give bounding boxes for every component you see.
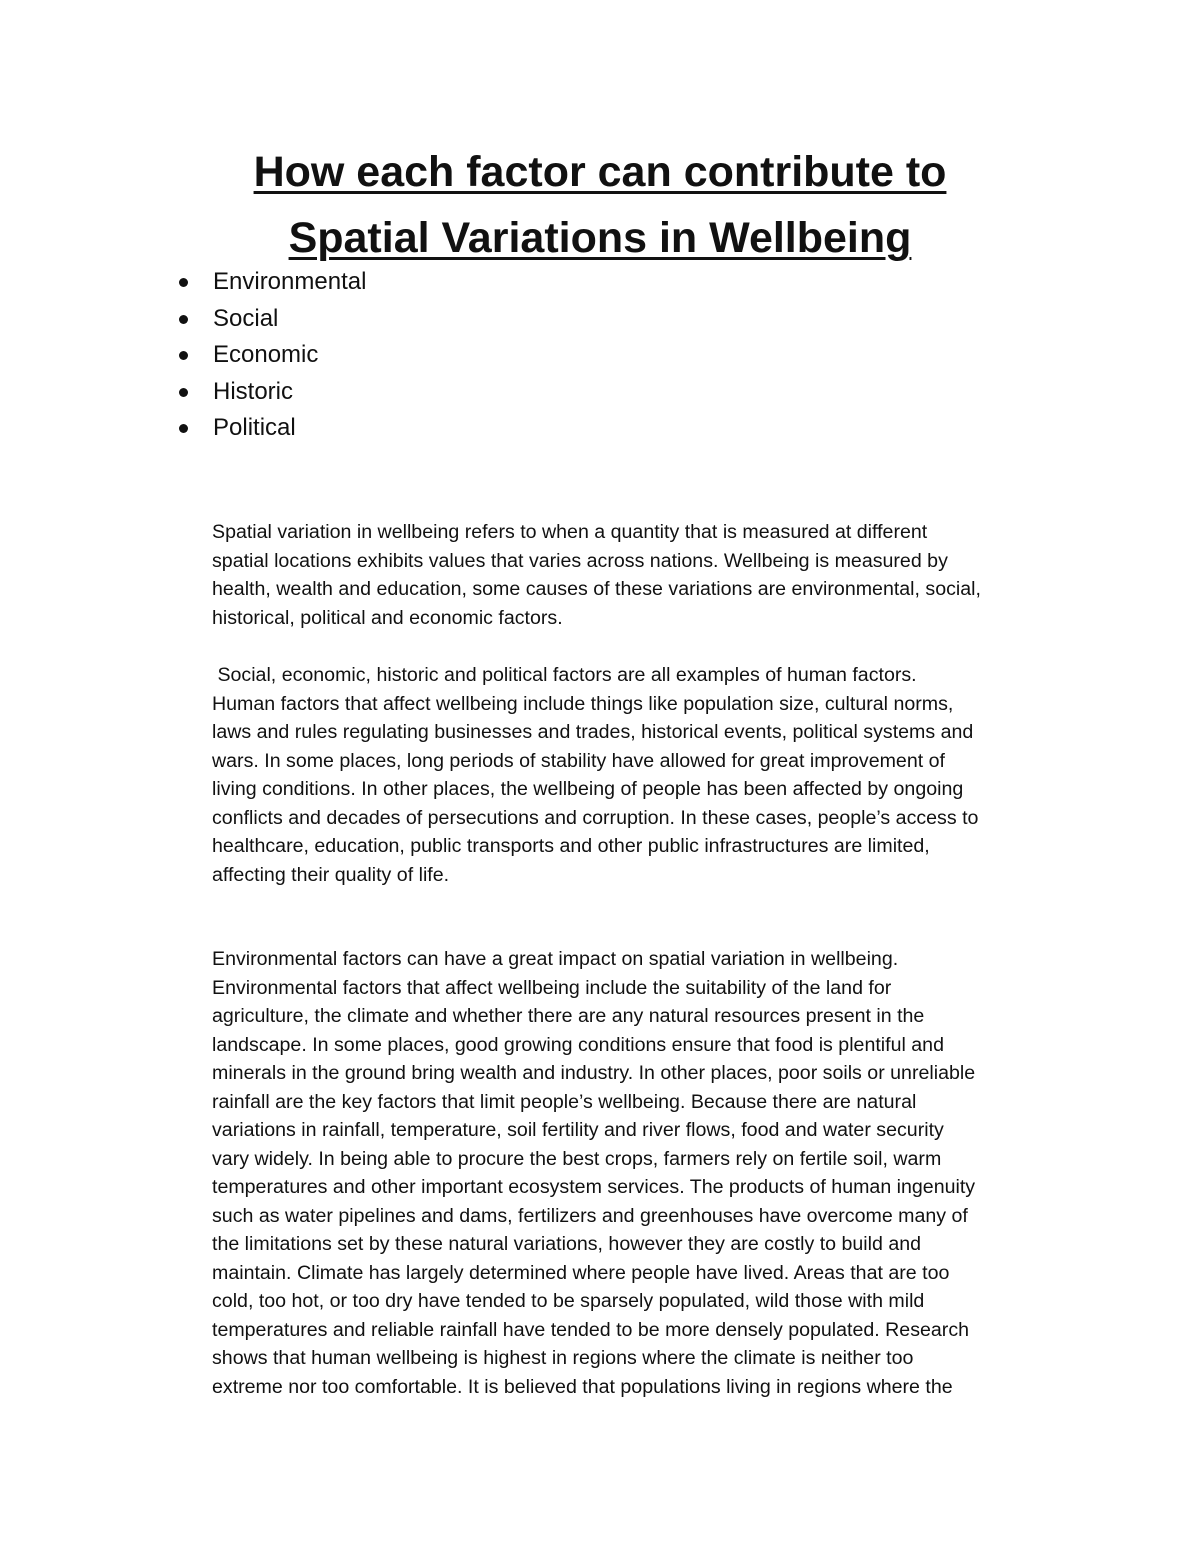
list-item	[176, 374, 366, 411]
text-line: Environmental factors can have a great impact on spatial variation in wellbeing.	[212, 948, 899, 970]
list-item	[176, 410, 366, 447]
text-line: extreme nor too comfortable. It is believed that populations living in regions where the	[212, 1375, 953, 1398]
text-line: healthcare, education, public transports and other public infrastructures are limited,	[212, 835, 930, 857]
bullet-icon	[179, 388, 188, 397]
factor-label: Environmental	[213, 268, 367, 295]
title-line-2: Spatial Variations in Wellbeing	[288, 214, 912, 262]
text-line: Environmental factors that affect wellbeing include the suitability of the land for	[212, 976, 892, 999]
text-line: shows that human wellbeing is highest in regions where the climate is neither too	[212, 1347, 914, 1369]
title-line-1: How each factor can contribute to	[253, 148, 947, 196]
text-line: minerals in the ground bring wealth and industry. In other places, poor soils or unreliable	[212, 1062, 976, 1084]
text-line: Social, economic, historic and political factors are all examples of human factors.	[212, 664, 917, 686]
bullet-icon	[179, 278, 188, 287]
paragraph-definition	[212, 518, 1072, 632]
text-line: maintain. Climate has largely determined where people have lived. Areas that are too	[212, 1261, 950, 1284]
list-item	[176, 264, 366, 301]
bullet-icon	[179, 424, 188, 433]
list-item	[176, 301, 366, 338]
text-line: variations in rainfall, temperature, soil fertility and river flows, food and water security	[212, 1119, 944, 1141]
text-line: rainfall are the key factors that limit people’s wellbeing. Because there are natural	[212, 1090, 917, 1113]
text-line: living conditions. In other places, the wellbeing of people has been affected by ongoing	[212, 778, 964, 800]
factor-label: Historic	[213, 377, 294, 405]
text-line: Spatial variation in wellbeing refers to when a quantity that is measured at different	[212, 521, 928, 543]
paragraph-human-factors	[212, 661, 1072, 889]
text-line: laws and rules regulating businesses and trades, historical events, political systems and	[212, 721, 974, 743]
factor-label: Political	[213, 414, 296, 441]
text-line: spatial locations exhibits values that varies across nations. Wellbeing is measured by	[212, 549, 948, 572]
factor-list	[176, 264, 366, 447]
paragraph-environmental-factors	[212, 945, 1072, 1401]
text-line: such as water pipelines and dams, fertilizers and greenhouses have overcome many of	[212, 1204, 968, 1227]
text-line: wars. In some places, long periods of stability have allowed for great improvement of	[212, 749, 945, 772]
text-line: the limitations set by these natural variations, however they are costly to build and	[212, 1233, 922, 1255]
bullet-icon	[179, 351, 188, 360]
list-item	[176, 337, 366, 374]
text-line: temperatures and other important ecosystem services. The products of human ingenuity	[212, 1176, 976, 1198]
text-line: conflicts and decades of persecutions and corruption. In these cases, people’s access to	[212, 806, 979, 829]
text-line: temperatures and reliable rainfall have tended to be more densely populated. Research	[212, 1318, 970, 1341]
text-line: cold, too hot, or too dry have tended to be sparsely populated, wild those with mild	[212, 1290, 925, 1312]
text-line: vary widely. In being able to procure the best crops, farmers rely on fertile soil, warm	[212, 1147, 942, 1170]
text-line: landscape. In some places, good growing conditions ensure that food is plentiful and	[212, 1033, 944, 1056]
factor-label: Social	[213, 304, 279, 332]
text-line: agriculture, the climate and whether there are any natural resources present in the	[212, 1005, 925, 1027]
page-title	[150, 139, 1050, 271]
text-line: affecting their quality of life.	[212, 863, 450, 886]
text-line: historical, political and economic factors.	[212, 606, 563, 629]
factor-label: Economic	[213, 341, 319, 368]
bullet-icon	[179, 315, 188, 324]
text-line: health, wealth and education, some causes of these variations are environmental, social,	[212, 578, 981, 600]
text-line: Human factors that affect wellbeing include things like population size, cultural norms,	[212, 692, 954, 715]
